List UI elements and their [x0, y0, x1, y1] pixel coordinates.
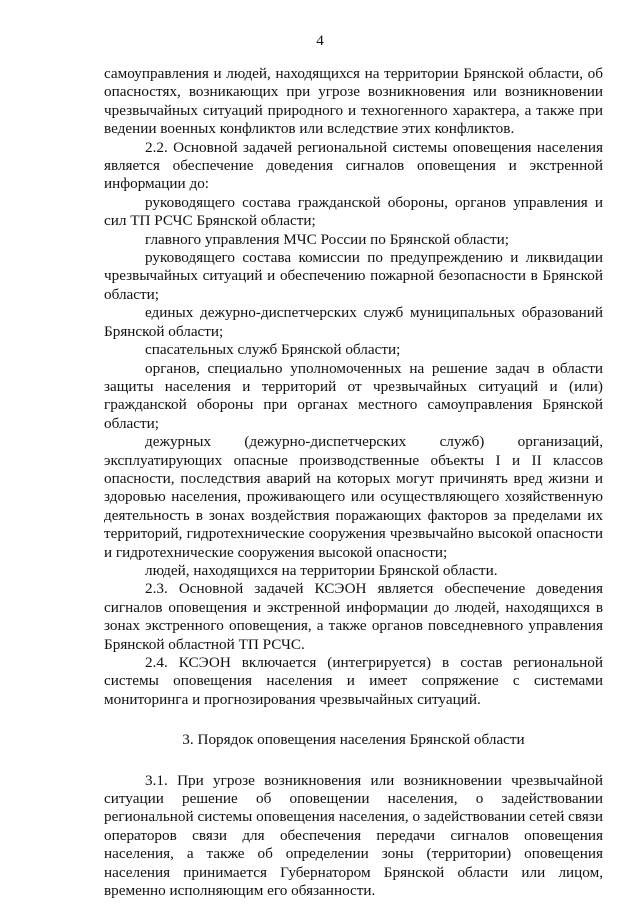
list-item: руководящего состава комиссии по предупреждению и ликвидации чрезвычайных ситуаций и обеспечению пожарной безопасности в Брянской области; [104, 249, 603, 303]
list-item: органов, специально уполномоченных на решение задач в области защиты населения и территорий от чрезвычайных ситуаций и (или) гражданской обороны при органах местного самоуправления Брянской области; [104, 359, 603, 432]
list-item: главного управления МЧС России по Брянской области; [145, 230, 509, 248]
paragraph: 2.2. Основной задачей региональной системы оповещения населения является обеспечение доведения сигналов оповещения и экстренной информации до: [104, 138, 603, 193]
list-item: людей, находящихся на территории Брянской области. [145, 561, 498, 579]
list-item: единых дежурно-диспетчерских служб муниципальных образований Брянской области; [104, 304, 603, 340]
section-title: 3. Порядок оповещения населения Брянской области [182, 731, 525, 749]
list-item: дежурных (дежурно-диспетчерских служб) организаций, эксплуатирующих опасные производственные объекты I и II классов опасности, последствия аварий на которых могут причинять вред жизни и здоровью населения, проживающего или осуществляющего хозяйственную деятельность в зонах воздействия поражающих факторов за пределами их территорий, гидротехнические сооружения чрезвычайно высокой опасности и гидротехнические сооружения высокой опасности; [104, 433, 603, 561]
paragraph: 2.4. КСЭОН включается (интегрируется) в состав региональной системы оповещения населения и имеет сопряжение с системами мониторинга и прогнозирования чрезвычайных ситуаций. [104, 654, 603, 708]
list-item: руководящего состава гражданской обороны, органов управления и сил ТП РСЧС Брянской области; [104, 193, 603, 230]
list-item: спасательных служб Брянской области; [145, 341, 401, 359]
document-body [104, 65, 603, 900]
paragraph: 3.1. При угрозе возникновения или возникновении чрезвычайной ситуации решение об оповещении населения, о задействовании региональной системы оповещения населения, о задействовании сетей связи операторов связи для обеспечения передачи сигналов оповещения населения, а также об определении зоны (территории) оповещения населения принимается Губернатором Брянской области или лицом, временно исполняющим его обязанности. [104, 771, 603, 900]
page-number: 4 [316, 32, 324, 49]
paragraph: самоуправления и людей, находящихся на территории Брянской области, об опасностях, возникающих при угрозе возникновения или возникновении чрезвычайных ситуаций природного и техногенного характера, а также при ведении военных конфликтов или вследствие этих конфликтов. [104, 65, 603, 138]
paragraph: 2.3. Основной задачей КСЭОН является обеспечение доведения сигналов оповещения и экстренной информации до людей, находящихся в зонах экстренного оповещения, а также органов повседневного управления Брянской областной ТП РСЧС. [104, 580, 603, 653]
